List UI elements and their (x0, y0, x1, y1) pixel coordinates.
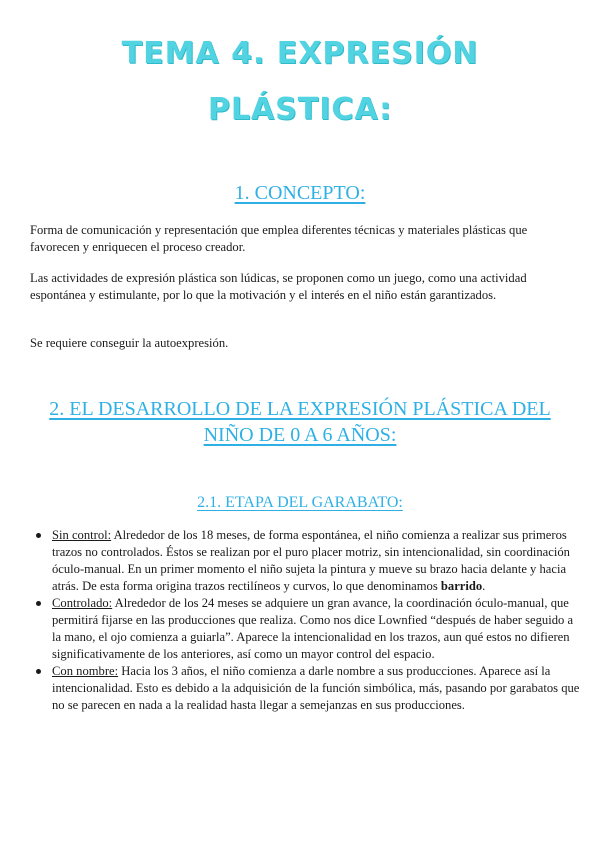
list-item-term: Sin control: (52, 528, 112, 542)
bullet-icon (36, 669, 41, 674)
section-2-heading-line-1: 2. EL DESARROLLO DE LA EXPRESIÓN PLÁSTICA DEL (49, 398, 551, 420)
list-item-text: Alrededor de los 18 meses, de forma espontánea, el niño comienza a realizar sus primeros trazos no controlados. Éstos se realizan por el puro placer motriz, sin intencionalidad, sin coordinación óculo-manual. En un primer momento el niño sujeta la pintura y mueve su brazo hacia delante y hacia atrás. De esta forma origina trazos rectilíneos y curvos, lo que denominamos (52, 528, 570, 593)
list-item-term: Controlado: (52, 596, 113, 610)
list-item (30, 595, 580, 663)
concept-paragraph-2: Las actividades de expresión plástica son lúdicas, se proponen como un juego, como una actividad espontánea y estimulante, por lo que la motivación y el interés en el niño están garantizados. (30, 271, 527, 302)
list-item-term: Con nombre: (52, 664, 119, 678)
list-item-bold: barrido (440, 579, 483, 593)
main-title-line-1: TEMA 4. EXPRESIÓN (121, 36, 479, 71)
concept-paragraph-1: Forma de comunicación y representación que emplea diferentes técnicas y materiales plásticas que favorecen y enriquecen el proceso creador. (30, 223, 528, 254)
section-2-heading-line-2: NIÑO DE 0 A 6 AÑOS: (203, 424, 397, 446)
list-item-text: Alrededor de los 24 meses se adquiere un gran avance, la coordinación óculo-manual, que permitirá fijarse en las producciones que realiza. Como nos dice Lownfied “después de haber seguido a la mano, el ojo comienza a guiarla”. Aparece la intencionalidad en los trazos, aun qué estos no difieren significativamente de los anteriores, así como un mayor control del espacio. (52, 596, 574, 661)
bullet-icon (36, 601, 41, 606)
list-item (30, 527, 580, 595)
section-1-heading: 1. CONCEPTO: (234, 182, 366, 204)
scribble-stage-list (30, 527, 580, 714)
list-item-text: Hacia los 3 años, el niño comienza a darle nombre a sus producciones. Aparece así la intencionalidad. Esto es debido a la adquisición de la función simbólica, más, pasando por garabatos que no se parecen en nada a la realidad hasta llegar a semejanzas en sus producciones. (52, 664, 580, 712)
concept-paragraph-3: Se requiere conseguir la autoexpresión. (30, 336, 229, 350)
bullet-icon (36, 533, 41, 538)
list-item-tail: . (482, 579, 486, 593)
subsection-2-1-heading: 2.1. ETAPA DEL GARABATO: (197, 494, 403, 511)
main-title-line-2: PLÁSTICA: (207, 92, 393, 127)
list-item (30, 663, 580, 714)
